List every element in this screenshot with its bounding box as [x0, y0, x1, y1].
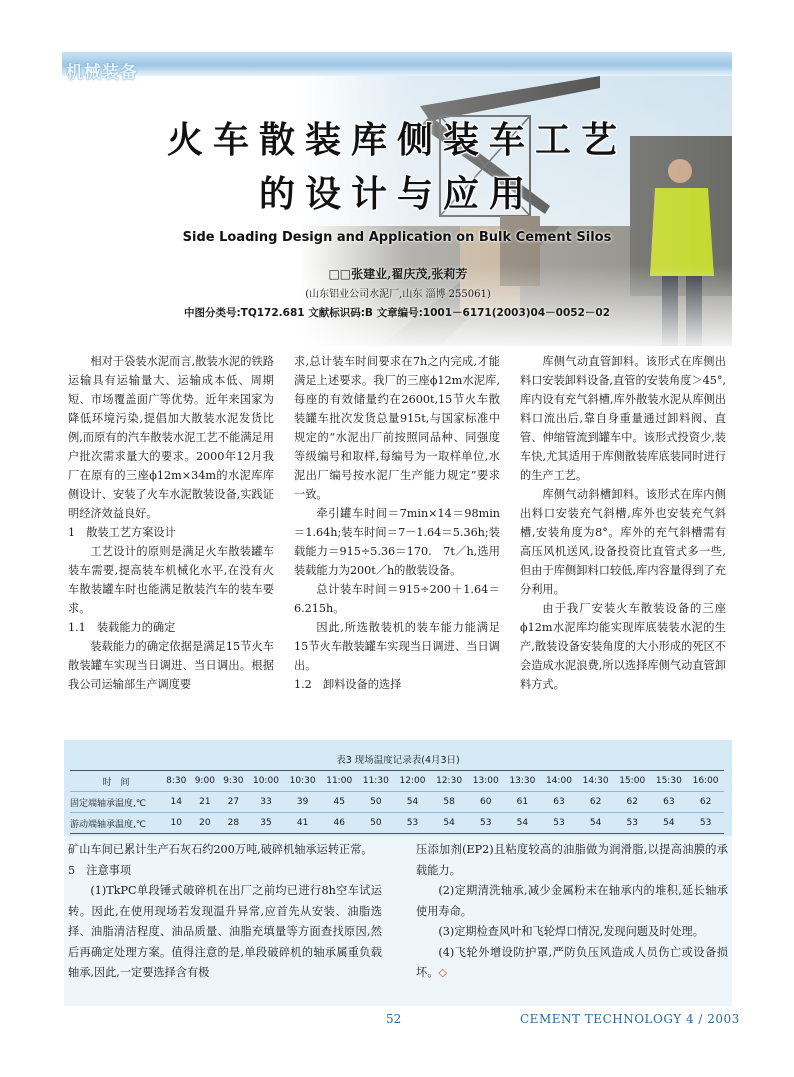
table-header-row	[70, 771, 724, 792]
body-column-2	[294, 352, 500, 694]
paragraph: 由于我厂安装火车散装设备的三座ϕ12m水泥库均能实现库底装装水泥的生产,散装设备安装角度的大小形成的死区不会造成水泥浪费,所以选择库侧气动直管卸料方式。	[520, 602, 726, 691]
table-cell: 45	[321, 792, 358, 813]
paragraph: 压添加剂(EP2)且粘度较高的油脂做为润滑脂,以提高油膜的承载能力。	[416, 843, 728, 877]
table-cell: 41	[284, 813, 321, 834]
table-header-cell: 9:00	[191, 771, 220, 792]
section-heading: 5 注意事项	[68, 863, 132, 877]
paragraph: (2)定期清洗轴承,减少金属粉末在轴承内的堆积,延长轴承使用寿命。	[416, 884, 728, 918]
table-header-cell: 14:00	[541, 771, 578, 792]
paragraph: 装载能力的确定依据是满足15节火车散装罐车实现当日调进、当日调出。根据我公司运输部生产调度要	[68, 640, 274, 691]
table-cell: 61	[504, 792, 541, 813]
section-tag: 机械装备	[66, 63, 138, 83]
table-cell: 53	[541, 813, 578, 834]
paragraph: (3)定期检查风叶和飞轮焊口情况,发现问题及时处理。	[438, 925, 704, 938]
table-header-cell: 12:00	[394, 771, 431, 792]
table-cell: 62	[577, 792, 614, 813]
table-cell: 53	[467, 813, 504, 834]
table-header-cell: 13:00	[467, 771, 504, 792]
table-header-cell: 9:30	[219, 771, 248, 792]
table-cell: 35	[248, 813, 285, 834]
table-header-cell: 16:00	[687, 771, 724, 792]
table-header-cell: 时 间	[70, 771, 162, 792]
table-cell: 63	[651, 792, 688, 813]
table-row	[70, 792, 724, 813]
journal-name: CEMENT TECHNOLOGY 4 / 2003	[520, 1012, 740, 1026]
table-cell: 50	[358, 813, 395, 834]
table-cell: 20	[191, 813, 220, 834]
paragraph: 库侧气动直管卸料。该形式在库侧出料口安装卸料设备,直管的安装角度＞45°,库内设有充气斜槽,库外散装水泥从库侧出料口流出后,靠自身重量通过卸料阀、直管、伸缩管流到罐车中。该形式投资少,装车快,尤其适用于库侧散装库底装同时进行的生产工艺。	[520, 355, 726, 482]
table-cell: 46	[321, 813, 358, 834]
table-row	[70, 813, 724, 834]
table-cell: 33	[248, 792, 285, 813]
title-line-2: 的设计与应用	[258, 174, 535, 215]
table-caption: 表3 现场温度记录表(4月3日)	[336, 755, 460, 766]
paragraph: 矿山车间已累计生产石灰石约200万吨,破碎机轴承运转正常。	[68, 843, 373, 856]
table-cell: 54	[504, 813, 541, 834]
bottom-column-2	[416, 840, 728, 984]
paragraph: 库侧气动斜槽卸料。该形式在库内侧出料口安装充气斜槽,库外也安装充气斜槽,安装角度为8°。库外的充气斜槽需有高压风机送风,设备投资比直管式多一些,但由于库侧卸料口较低,库内容量得到了充分利用。	[520, 488, 726, 596]
table-header-cell: 10:30	[284, 771, 321, 792]
table-cell: 28	[219, 813, 248, 834]
body-column-1	[68, 352, 274, 694]
paragraph: 牵引罐车时间＝7min×14＝98min＝1.64h;装车时间＝7－1.64＝5.36h;装载能力＝915÷5.36＝170. 7t／h,选用装载能力为200t／h的散装设备。	[294, 507, 500, 577]
english-title: Side Loading Design and Application on Bulk Cement Silos	[182, 230, 612, 245]
table-row-label: 固定端轴承温度,℃	[70, 792, 162, 813]
body-column-3	[520, 352, 726, 694]
table-header-cell: 11:30	[358, 771, 395, 792]
paragraph: (1)TkPC单段锤式破碎机在出厂之前均已进行8h空车试运转。因此,在使用现场若发现温升异常,应首先从安装、油脂选择、油脂清洁程度、油品质量、油脂充填量等方面查找原因,然后再确定处理方案。值得注意的是,单段破碎机的轴承属重负载轴承,因此,一定要选择含有极	[68, 884, 382, 979]
table-header-cell: 10:00	[248, 771, 285, 792]
table-cell: 54	[651, 813, 688, 834]
page-number: 52	[386, 1012, 402, 1026]
table-header-cell: 11:00	[321, 771, 358, 792]
section-heading: 1 散装工艺方案设计	[68, 526, 176, 539]
table-cell: 10	[162, 813, 191, 834]
table-cell: 54	[394, 792, 431, 813]
table-cell: 53	[614, 813, 651, 834]
classification-line: 中图分类号:TQ172.681 文献标识码:B 文章编号:1001－6171(2003)04－0052－02	[183, 307, 611, 319]
table-header-cell: 8:30	[162, 771, 191, 792]
paragraph: 工艺设计的原则是满足火车散装罐车装车需要,提高装车机械化水平,在没有火车散装罐车时也能满足散装汽车的装车要求。	[68, 545, 274, 615]
table-cell: 58	[431, 792, 468, 813]
section-heading: 1.2 卸料设备的选择	[294, 678, 402, 691]
table-header-cell: 13:30	[504, 771, 541, 792]
table-cell: 60	[467, 792, 504, 813]
header-band	[62, 52, 732, 76]
end-mark-icon: ◇	[438, 966, 447, 979]
table-cell: 21	[191, 792, 220, 813]
title-line-1: 火车散装库侧装车工艺	[166, 120, 627, 161]
table-cell: 39	[284, 792, 321, 813]
table-header-cell: 15:00	[614, 771, 651, 792]
table-header-cell: 15:30	[651, 771, 688, 792]
table-cell: 50	[358, 792, 395, 813]
temperature-table	[70, 770, 724, 834]
table-cell: 27	[219, 792, 248, 813]
table-header-cell: 14:30	[577, 771, 614, 792]
paragraph: 相对于袋装水泥而言,散装水泥的铁路运输具有运输量大、运输成本低、周期短、市场覆盖面广等优势。近年来国家为降低环境污染,提倡加大散装水泥发货比例,而原有的汽车散装水泥工艺不能满足用户批次需求量大的要求。2000年12月我厂在原有的三座ϕ12m×34m的水泥库库侧设计、安装了火车水泥散装设备,实践证明经济效益良好。	[68, 355, 274, 520]
table-cell: 14	[162, 792, 191, 813]
paragraph: (4)飞轮外增设防护罩,严防负压风造成人员伤亡或设备损坏。◇	[416, 945, 728, 979]
affiliation: (山东铝业公司水泥厂,山东 淄博 255061)	[305, 289, 491, 300]
section-heading: 1.1 装载能力的确定	[68, 621, 176, 634]
table-header-cell: 12:30	[431, 771, 468, 792]
table-cell: 62	[614, 792, 651, 813]
table-cell: 54	[577, 813, 614, 834]
table-cell: 54	[431, 813, 468, 834]
authors: □□张建业,翟庆茂,张莉芳	[328, 267, 468, 281]
paragraph: 总计装车时间＝915÷200＋1.64＝6.215h。	[294, 583, 500, 615]
table-cell: 62	[687, 792, 724, 813]
paragraph: 求,总计装车时间要求在7h之内完成,才能满足上述要求。我厂的三座ϕ12m水泥库,每座的有效储量约在2600t,15节火车散装罐车批次发货总量915t,与国家标准中规定的“水泥出厂前按照同品种、同强度等级编号和取样,每编号为一取样单位,水泥出厂编号按水泥厂生产能力规定”要求一致。	[294, 355, 500, 501]
bottom-column-1	[68, 840, 382, 984]
table-cell: 53	[687, 813, 724, 834]
table-row-label: 游动端轴承温度,℃	[70, 813, 162, 834]
paragraph: 因此,所选散装机的装车能力能满足15节火车散装罐车实现当日调进、当日调出。	[294, 621, 500, 672]
table-cell: 63	[541, 792, 578, 813]
table-cell: 53	[394, 813, 431, 834]
